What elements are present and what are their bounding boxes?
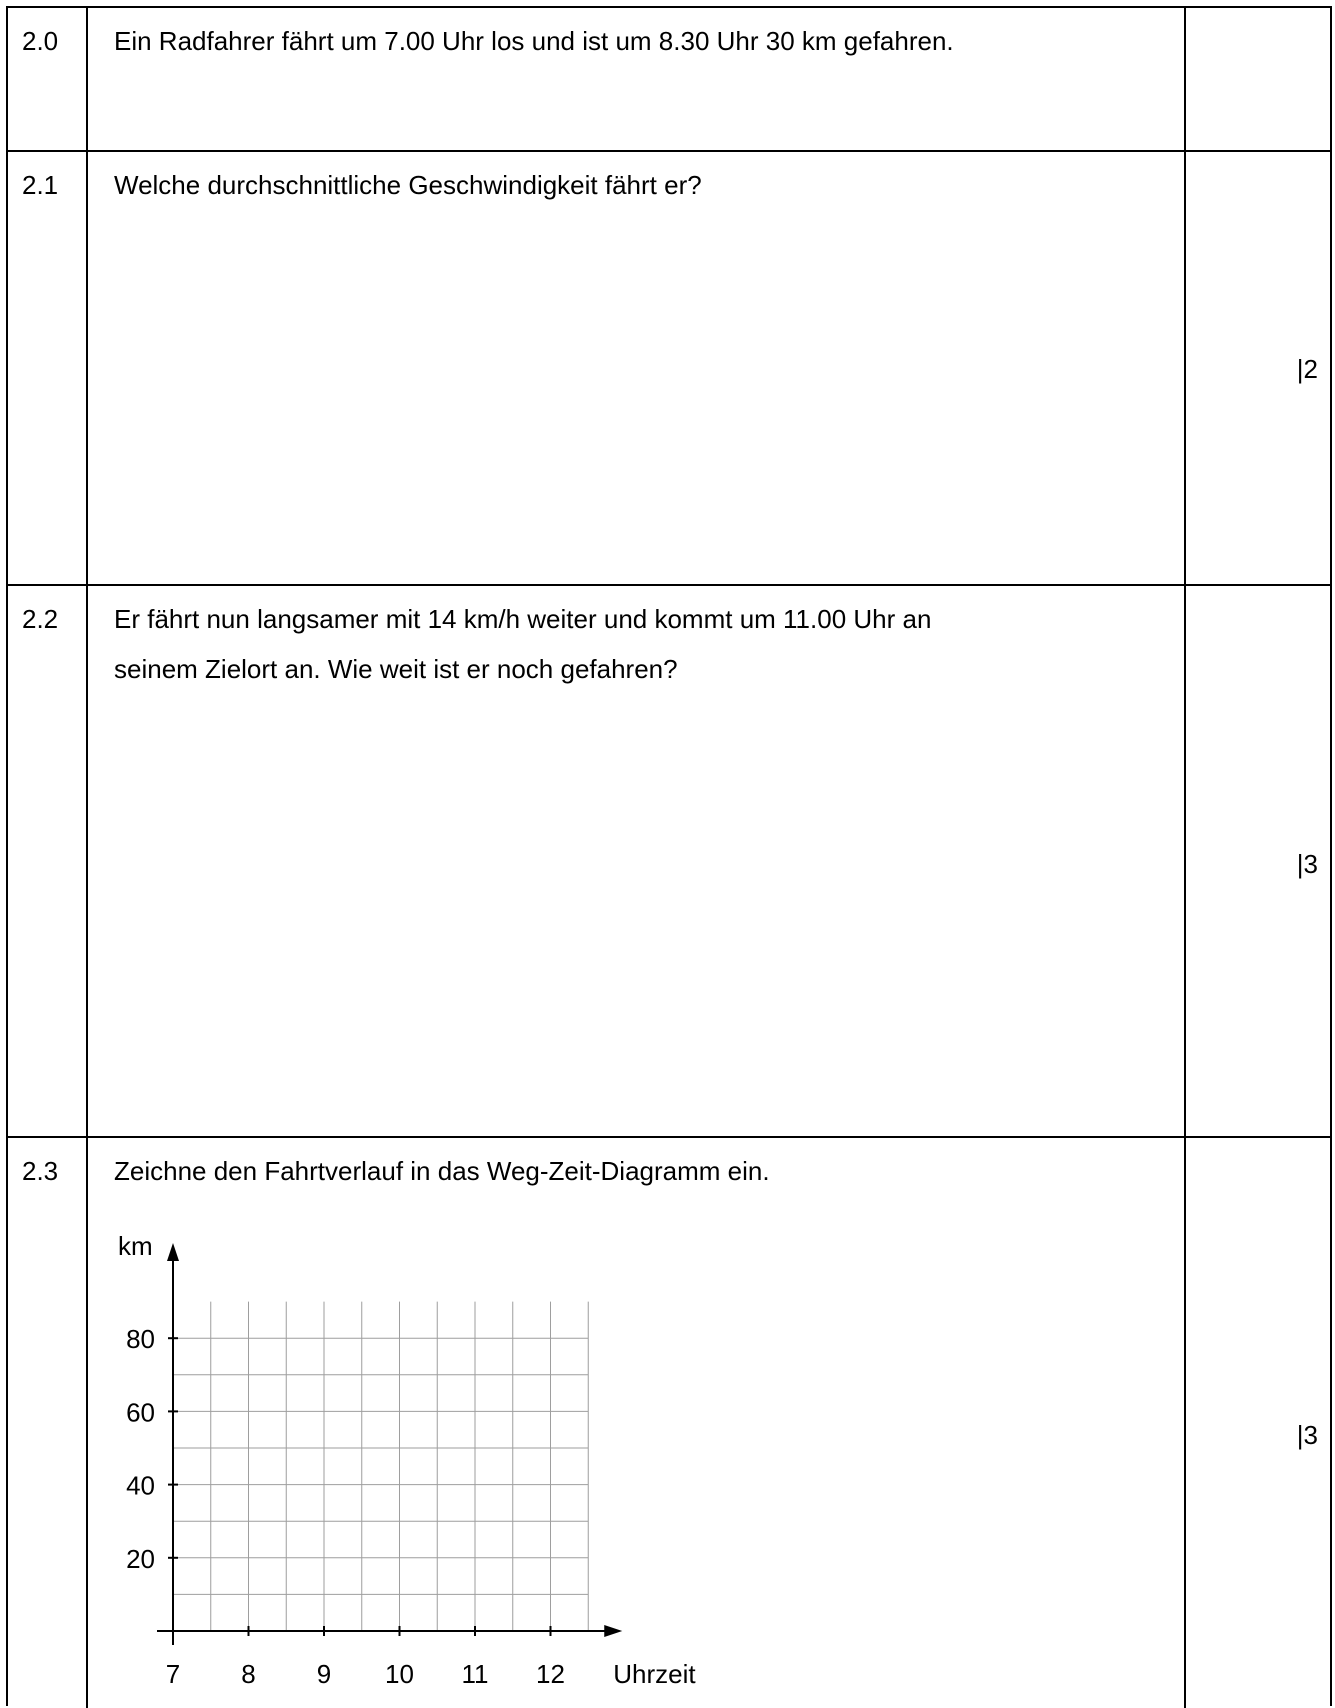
points-label: |2 bbox=[1296, 354, 1318, 384]
task-number-cell bbox=[8, 152, 88, 584]
points-label: |3 bbox=[1296, 1420, 1318, 1450]
points-cell bbox=[1184, 8, 1330, 150]
axis-labels bbox=[118, 1231, 696, 1689]
y-tick-label: 60 bbox=[126, 1397, 155, 1428]
grid bbox=[173, 1302, 588, 1631]
points-cell bbox=[1184, 152, 1330, 584]
task-number-cell bbox=[8, 8, 88, 150]
x-axis-label: Uhrzeit bbox=[613, 1659, 696, 1689]
points-cell bbox=[1184, 586, 1330, 1136]
x-tick-label: 10 bbox=[385, 1659, 414, 1689]
x-tick-label: 7 bbox=[165, 1659, 181, 1689]
task-text bbox=[114, 594, 1164, 694]
distance-time-diagram[interactable] bbox=[108, 1231, 696, 1708]
task-row-2-3 bbox=[8, 1138, 1330, 1708]
task-number: 2.1 bbox=[22, 170, 59, 200]
x-tick-label: 9 bbox=[316, 1659, 332, 1689]
y-axis-label: km bbox=[118, 1231, 153, 1261]
task-row-2-1 bbox=[8, 152, 1330, 586]
points-label: |3 bbox=[1296, 849, 1318, 879]
x-axis-arrow-icon bbox=[604, 1625, 622, 1637]
y-tick-label: 40 bbox=[126, 1470, 155, 1501]
task-text: Welche durchschnittliche Geschwindigkeit fährt er? bbox=[114, 170, 702, 200]
task-text-line: seinem Zielort an. Wie weit ist er noch gefahren? bbox=[114, 654, 678, 684]
x-tick-label: 12 bbox=[536, 1659, 565, 1689]
worksheet-table bbox=[6, 6, 1332, 1706]
task-number: 2.2 bbox=[22, 604, 59, 634]
task-number: 2.0 bbox=[22, 26, 59, 56]
axes bbox=[157, 1243, 622, 1645]
points-cell bbox=[1184, 1138, 1330, 1708]
x-tick-label: 11 bbox=[461, 1659, 489, 1689]
y-axis-arrow-icon bbox=[167, 1243, 179, 1261]
task-text: Zeichne den Fahrtverlauf in das Weg-Zeit-Diagramm ein. bbox=[114, 1156, 770, 1186]
y-tick-label: 20 bbox=[126, 1543, 155, 1574]
task-text-line: Er fährt nun langsamer mit 14 km/h weiter und kommt um 11.00 Uhr an bbox=[114, 604, 932, 634]
task-number-cell bbox=[8, 1138, 88, 1708]
diagram-svg[interactable] bbox=[108, 1231, 696, 1703]
task-number-cell bbox=[8, 586, 88, 1136]
task-number: 2.3 bbox=[22, 1156, 59, 1186]
task-row-2-0 bbox=[8, 8, 1330, 152]
x-tick-label: 8 bbox=[241, 1659, 256, 1689]
task-row-2-2 bbox=[8, 586, 1330, 1138]
task-text: Ein Radfahrer fährt um 7.00 Uhr los und ist um 8.30 Uhr 30 km gefahren. bbox=[114, 26, 954, 56]
y-tick-label: 80 bbox=[126, 1324, 155, 1355]
